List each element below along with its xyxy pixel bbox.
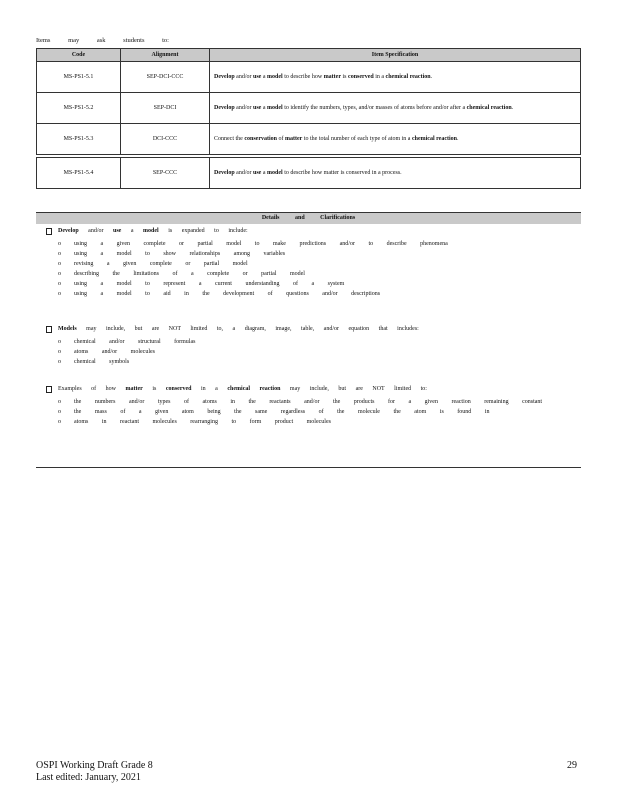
- lead-run: Models: [58, 326, 77, 332]
- spec-run: use: [253, 74, 262, 80]
- list-item-text: describing the limitations of a complete or partial model: [74, 271, 305, 277]
- spec-run: .: [430, 74, 433, 80]
- row-alignment: SEP-CCC: [121, 158, 210, 189]
- row-code: MS-PS1-5.2: [37, 93, 121, 124]
- spec-run: model: [267, 74, 283, 80]
- circle-bullet-icon: o: [58, 399, 61, 405]
- page-number: 29: [567, 760, 577, 771]
- details-lead: [46, 324, 566, 337]
- list-item: [46, 289, 566, 299]
- row-alignment: SEP-DCI: [121, 93, 210, 124]
- spec-run: to identify the numbers, types, and/or masses of atoms before and/or after a: [282, 105, 467, 111]
- spec-run: Connect the: [214, 136, 245, 142]
- lead-run: in a: [191, 386, 228, 392]
- spec-run: to describe how: [282, 74, 324, 80]
- row-specification: [210, 158, 581, 189]
- spec-run: Develop: [214, 74, 235, 80]
- details-lead-text: [58, 324, 566, 337]
- spec-run: chemical reaction: [385, 74, 431, 80]
- list-item: [46, 269, 566, 279]
- lead-run: Develop: [58, 228, 79, 234]
- table-row: [37, 158, 581, 189]
- circle-bullet-icon: o: [58, 359, 61, 365]
- list-item: [46, 397, 566, 407]
- spec-run: in a: [373, 74, 386, 80]
- row-alignment: SEP-DCI-CCC: [121, 62, 210, 93]
- lead-run: use: [113, 228, 122, 234]
- spec-run: chemical reaction: [466, 105, 512, 111]
- spec-run: a: [261, 74, 268, 80]
- circle-bullet-icon: o: [58, 271, 61, 277]
- footer-last-edited: Last edited: January, 2021: [36, 772, 141, 783]
- list-item: [46, 347, 566, 357]
- lead-run: a: [121, 228, 144, 234]
- square-bullet-icon: [46, 384, 58, 397]
- spec-run: a: [261, 170, 268, 176]
- row-alignment: DCI-CCC: [121, 124, 210, 155]
- item-specification-table: [36, 48, 581, 189]
- row-code: MS-PS1-5.3: [37, 124, 121, 155]
- row-specification: [210, 62, 581, 93]
- list-item-text: the numbers and/or types of atoms in the reactants and/or the products for a given reaction remaining constant: [74, 399, 543, 405]
- row-specification: [210, 93, 581, 124]
- spec-run: Develop: [214, 170, 235, 176]
- spec-run: and/or: [234, 74, 253, 80]
- spec-run: conservation: [244, 136, 277, 142]
- circle-bullet-icon: o: [58, 419, 61, 425]
- circle-bullet-icon: o: [58, 349, 61, 355]
- row-code: MS-PS1-5.1: [37, 62, 121, 93]
- circle-bullet-icon: o: [58, 409, 61, 415]
- circle-bullet-icon: o: [58, 261, 61, 267]
- list-item: [46, 249, 566, 259]
- list-item: [46, 259, 566, 269]
- list-item-text: chemical and/or structural formulas: [74, 339, 196, 345]
- details-heading: Details and Clarifications: [36, 212, 581, 224]
- list-item-text: using a model to show relationships among variables: [74, 251, 286, 257]
- spec-run: and/or: [234, 105, 253, 111]
- details-section-models: [46, 324, 566, 367]
- list-item: [46, 357, 566, 367]
- spec-run: of: [277, 136, 285, 142]
- square-bullet-icon: [46, 226, 58, 239]
- list-item-text: atoms in reactant molecules rearranging to form product molecules: [74, 419, 331, 425]
- list-item: [46, 239, 566, 249]
- spec-run: matter: [285, 136, 303, 142]
- lead-run: may include, but are NOT limited to, a diagram, image, table, and/or equation that includes:: [76, 326, 419, 332]
- spec-run: to describe how matter is conserved in a process.: [282, 170, 402, 176]
- list-item: [46, 417, 566, 427]
- list-item: [46, 279, 566, 289]
- lead-run: conserved: [165, 386, 192, 392]
- spec-run: use: [253, 170, 262, 176]
- list-item-text: using a model to aid in the development of questions and/or descriptions: [74, 291, 381, 297]
- list-item-text: revising a given complete or partial model: [74, 261, 248, 267]
- footer-draft-label: OSPI Working Draft Grade 8: [36, 760, 153, 771]
- circle-bullet-icon: o: [58, 281, 61, 287]
- lead-run: chemical reaction: [227, 386, 281, 392]
- details-section-develop-model: [46, 226, 566, 299]
- spec-run: a: [261, 105, 268, 111]
- spec-run: Develop: [214, 105, 235, 111]
- header-code: Code: [37, 49, 121, 62]
- spec-run: model: [267, 170, 283, 176]
- square-bullet-icon: [46, 324, 58, 337]
- details-lead: [46, 226, 566, 239]
- lead-run: is expanded to include:: [158, 228, 248, 234]
- spec-run: and/or: [234, 170, 253, 176]
- lead-run: is: [142, 386, 166, 392]
- lead-run: and/or: [78, 228, 113, 234]
- spec-run: .: [511, 105, 514, 111]
- intro-text: Items may ask students to:: [36, 37, 169, 44]
- section-bottom-rule: [36, 467, 581, 468]
- circle-bullet-icon: o: [58, 339, 61, 345]
- spec-run: to the total number of each type of atom in a: [302, 136, 412, 142]
- circle-bullet-icon: o: [58, 291, 61, 297]
- table-row: [37, 124, 581, 155]
- row-specification: [210, 124, 581, 155]
- details-section-examples: [46, 384, 566, 427]
- list-item-text: chemical symbols: [74, 359, 130, 365]
- details-lead-text: [58, 384, 566, 397]
- list-item-text: the mass of a given atom being the same regardless of the molecule the atom is found in: [74, 409, 490, 415]
- circle-bullet-icon: o: [58, 241, 61, 247]
- footer: [36, 760, 153, 784]
- spec-run: is: [341, 74, 349, 80]
- list-item: [46, 337, 566, 347]
- spec-run: chemical reaction: [411, 136, 458, 142]
- list-item-text: using a model to represent a current understanding of a system: [74, 281, 345, 287]
- list-item-text: atoms and/or molecules: [74, 349, 155, 355]
- spec-run: use: [253, 105, 262, 111]
- lead-run: model: [143, 228, 159, 234]
- details-lead: [46, 384, 566, 397]
- lead-run: may include, but are NOT limited to:: [280, 386, 427, 392]
- lead-run: Examples of how: [58, 386, 126, 392]
- spec-run: matter: [323, 74, 342, 80]
- table-row: [37, 62, 581, 93]
- spec-run: conserved: [348, 74, 374, 80]
- spec-run: model: [267, 105, 283, 111]
- lead-run: matter: [125, 386, 143, 392]
- list-item: [46, 407, 566, 417]
- table-row: [37, 93, 581, 124]
- header-alignment: Alignment: [121, 49, 210, 62]
- details-lead-text: [58, 226, 566, 239]
- list-item-text: using a given complete or partial model to make predictions and/or to describe phenomena: [74, 241, 448, 247]
- header-item-specification: Item Specification: [210, 49, 581, 62]
- circle-bullet-icon: o: [58, 251, 61, 257]
- spec-run: .: [457, 136, 459, 142]
- row-code: MS-PS1-5.4: [37, 158, 121, 189]
